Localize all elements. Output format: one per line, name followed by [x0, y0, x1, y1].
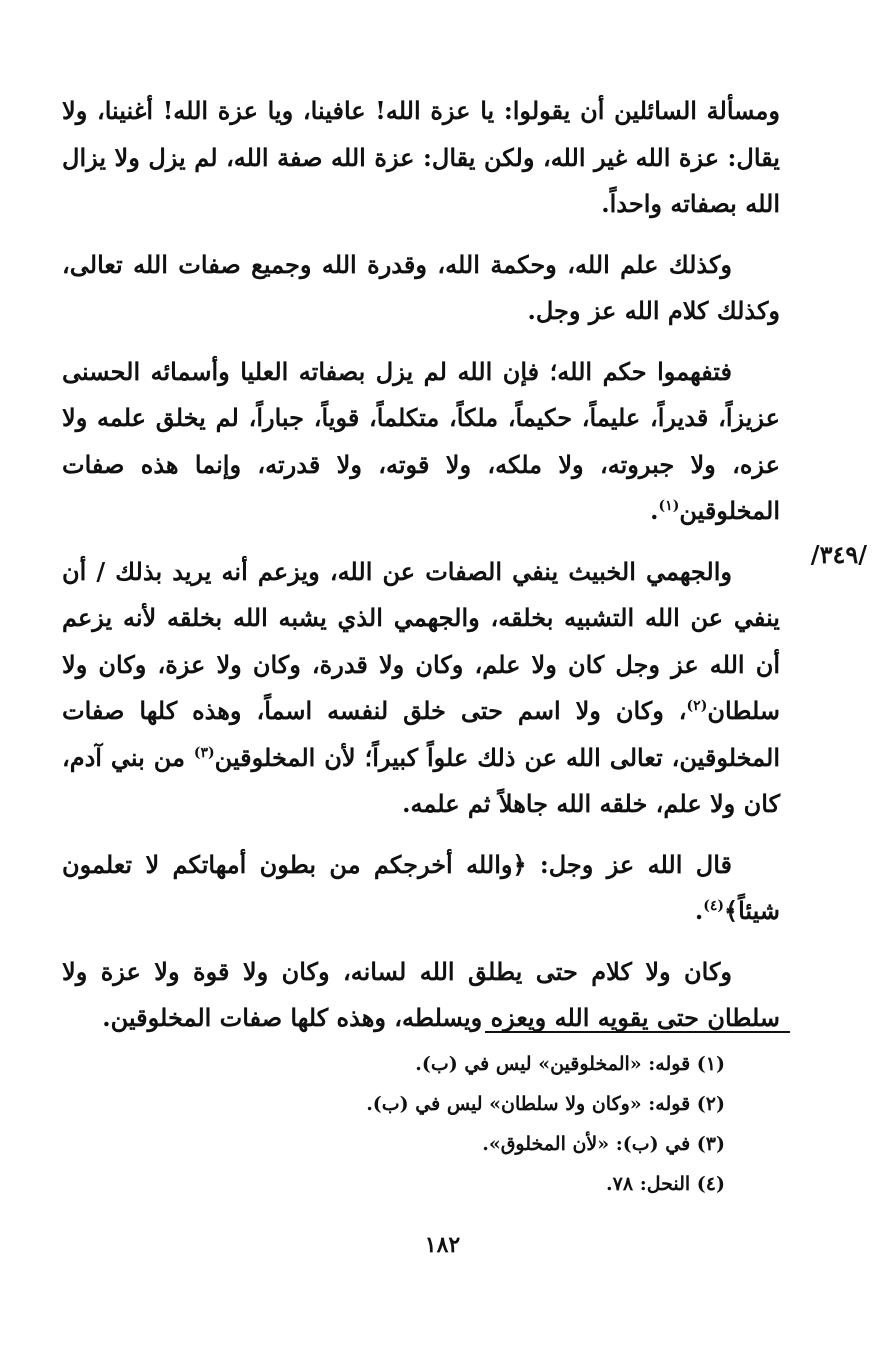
- paragraph-3: [62, 349, 780, 535]
- page-number: ١٨٢: [424, 1232, 461, 1258]
- main-text: [62, 88, 780, 1056]
- paragraph-1: [62, 88, 780, 228]
- paragraph-1-text: ومسألة السائلين أن يقولوا: يا عزة الله! عافينا، ويا عزة الله! أغنينا، ولا يقال: عزة الله غير الله، ولكن يقال: عزة الله صفة الله، لم يزل ولا يزال الله بصفاته واحداً.: [62, 96, 780, 218]
- paragraph-5-tail: .: [694, 896, 704, 925]
- paragraph-4-text: والجهمي الخبيث ينفي الصفات عن الله، ويزعم أنه يريد بذلك / أن ينفي عن الله التشبيه بخلقه، والجهمي الذي يشبه الله بخلقه لأنه يزعم أن الله عز وجل كان ولا علم، وكان ولا قدرة، وكان ولا عزة، وكان ولا سلطان: [62, 556, 780, 725]
- paragraph-3-text: فتفهموا حكم الله؛ فإن الله لم يزل بصفاته العليا وأسمائه الحسنى عزيزاً، قديراً، عليماً، حكيماً، ملكاً، متكلماً، قوياً، جباراً، لم يخلق علمه ولا عزه، ولا جبروته، ولا ملكه، ولا قوته، ولا قدرته، وإنما هذه صفات المخلوقين: [62, 356, 780, 525]
- footnotes: [165, 1044, 725, 1204]
- paragraph-4-middle: ، وكان ولا اسم حتى خلق لنفسه اسماً، وهذه كلها صفات المخلوقين، تعالى الله عن ذلك علواً كبيراً؛ لأن المخلوقين: [62, 696, 781, 772]
- footnote-4: (٤) النحل: ٧٨.: [606, 1173, 725, 1195]
- paragraph-3-tail: .: [650, 496, 659, 525]
- footnote-divider: [485, 1031, 790, 1033]
- paragraph-5: [62, 842, 780, 935]
- footnote-3: (٣) في (ب): «لأن المخلوق».: [482, 1133, 725, 1155]
- paragraph-6-text: وكان ولا كلام حتى يطلق الله لسانه، وكان ولا قوة ولا عزة ولا سلطان حتى يقويه الله ويعزه ويسلطه، وهذه كلها صفات المخلوقين.: [62, 956, 780, 1032]
- footnote-1: (١) قوله: «المخلوقين» ليس في (ب).: [415, 1053, 725, 1075]
- footnote-ref-1: (١): [658, 498, 680, 514]
- margin-page-marker: /٣٤٩/: [810, 540, 867, 569]
- footnote-ref-3: (٣): [193, 744, 215, 761]
- footnote-ref-2: (٢): [686, 698, 708, 714]
- footnote-2: (٢) قوله: «وكان ولا سلطان» ليس في (ب).: [366, 1093, 725, 1115]
- paragraph-4-tail: من بني آدم، كان ولا علم، خلقه الله جاهلاً ثم علمه.: [62, 742, 780, 818]
- paragraph-6: [62, 949, 780, 1042]
- paragraph-5-text: قال الله عز وجل: ﴿والله أخرجكم من بطون أمهاتكم لا تعلمون شيئاً﴾: [62, 849, 780, 925]
- paragraph-4: [62, 549, 780, 828]
- paragraph-2: [62, 242, 780, 335]
- paragraph-2-text: وكذلك علم الله، وحكمة الله، وقدرة الله وجميع صفات الله تعالى، وكذلك كلام الله عز وجل.: [62, 249, 780, 325]
- footnote-ref-4: (٤): [703, 898, 725, 914]
